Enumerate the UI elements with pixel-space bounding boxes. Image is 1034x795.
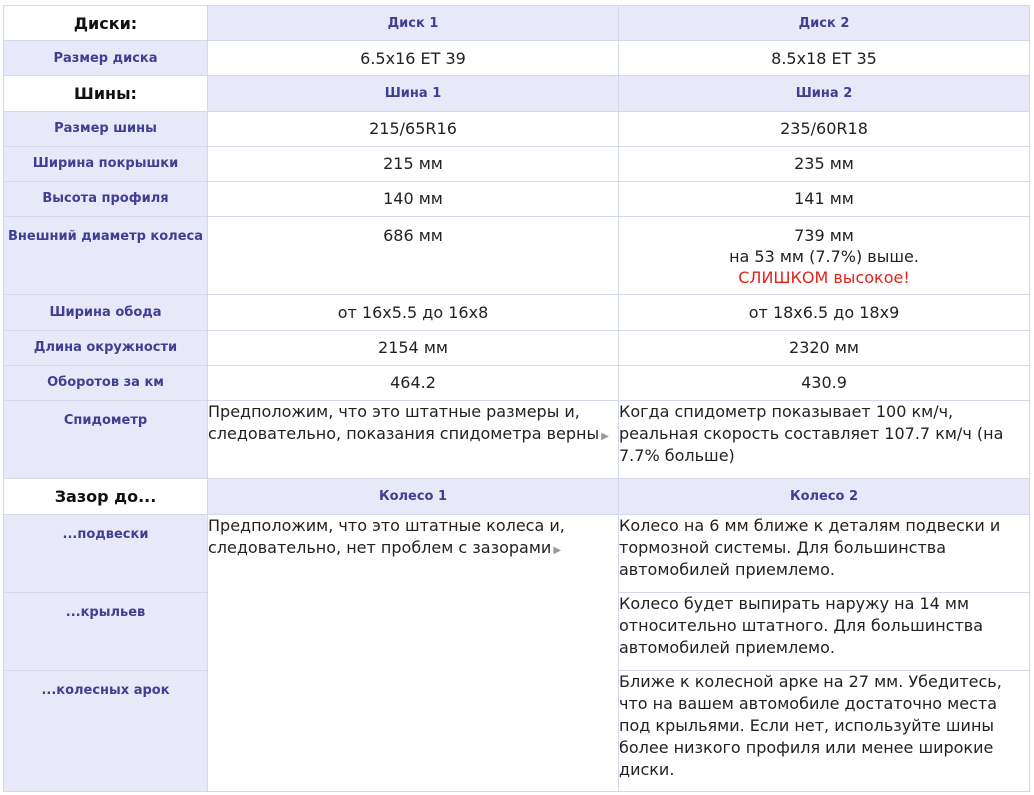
suspension-clearance-row	[4, 514, 1030, 592]
speedometer-row	[4, 400, 1030, 478]
rim-size-label: Размер диска	[4, 41, 208, 76]
revolutions-label: Оборотов за км	[4, 365, 208, 400]
tires-header-row	[4, 76, 1030, 111]
wheel-arch-clearance-label: ...колесных арок	[4, 671, 208, 792]
outer-diameter-label: Внешний диаметр колеса	[4, 217, 208, 295]
tire-size-label: Размер шины	[4, 111, 208, 146]
tire-2-circumference: 2320 мм	[619, 330, 1030, 365]
wheel-1-clearance-cell	[208, 514, 619, 792]
clearance-section-title: Зазор до...	[4, 479, 208, 514]
tire-2-speedometer-text: Когда спидометр показывает 100 км/ч, реальная скорость составляет 107.7 км/ч (на 7.7% больше)	[619, 400, 1030, 478]
speedometer-label: Спидометр	[4, 400, 208, 478]
tire-1-header: Шина 1	[208, 76, 619, 111]
tire-1-outer-diameter: 686 мм	[208, 217, 619, 295]
tire-1-size: 215/65R16	[208, 111, 619, 146]
wheel-2-fender-clearance: Колесо будет выпирать наружу на 14 мм относительно штатного. Для большинства автомобилей приемлемо.	[619, 592, 1030, 670]
tire-1-width: 215 мм	[208, 146, 619, 181]
tire-2-diameter-warning: СЛИШКОМ высокое!	[738, 268, 910, 288]
wheel-1-clearance-text: Предположим, что это штатные колеса и, следовательно, нет проблем с зазорами	[208, 515, 565, 557]
tire-1-rim-width-range: от 16x5.5 до 16x8	[208, 295, 619, 330]
rim-width-range-label: Ширина обода	[4, 295, 208, 330]
profile-height-row	[4, 181, 1030, 216]
tire-size-row	[4, 111, 1030, 146]
wheel-2-wheel-arch-clearance: Ближе к колесной арке на 27 мм. Убедитесь, что на вашем автомобиле достаточно места под крыльями. Если нет, используйте шины более низкого профиля или менее широкие диски.	[619, 671, 1030, 792]
tire-1-revolutions: 464.2	[208, 365, 619, 400]
tire-width-label: Ширина покрышки	[4, 146, 208, 181]
tire-1-speedometer-cell	[208, 400, 619, 478]
tires-section-title: Шины:	[4, 76, 208, 111]
outer-diameter-row	[4, 217, 1030, 295]
tire-1-circumference: 2154 мм	[208, 330, 619, 365]
wheel-1-header: Колесо 1	[208, 479, 619, 514]
tire-2-profile-height: 141 мм	[619, 181, 1030, 216]
circumference-row	[4, 330, 1030, 365]
tire-2-outer-diameter: 739 мм	[794, 226, 854, 246]
rim-1-header: Диск 1	[208, 6, 619, 41]
tire-2-diameter-difference: на 53 мм (7.7%) выше.	[729, 247, 919, 267]
rim-2-header: Диск 2	[619, 6, 1030, 41]
rim-2-size: 8.5x18 ET 35	[619, 41, 1030, 76]
circumference-label: Длина окружности	[4, 330, 208, 365]
tire-1-speedometer-text: Предположим, что это штатные размеры и, следовательно, показания спидометра верны	[208, 401, 600, 443]
wheel-2-suspension-clearance: Колесо на 6 мм ближе к деталям подвески и тормозной системы. Для большинства автомобилей приемлемо.	[619, 514, 1030, 592]
tire-2-header: Шина 2	[619, 76, 1030, 111]
triangle-right-icon[interactable]: ▶	[601, 430, 609, 442]
rims-section-title: Диски:	[4, 6, 208, 41]
wheel-2-header: Колесо 2	[619, 479, 1030, 514]
tire-2-outer-diameter-cell	[619, 217, 1030, 295]
rim-width-range-row	[4, 295, 1030, 330]
profile-height-label: Высота профиля	[4, 181, 208, 216]
fender-clearance-label: ...крыльев	[4, 592, 208, 670]
tire-1-profile-height: 140 мм	[208, 181, 619, 216]
rims-header-row	[4, 6, 1030, 41]
tire-2-size: 235/60R18	[619, 111, 1030, 146]
tire-2-width: 235 мм	[619, 146, 1030, 181]
tire-width-row	[4, 146, 1030, 181]
triangle-right-icon[interactable]: ▶	[553, 544, 562, 556]
suspension-clearance-label: ...подвески	[4, 514, 208, 592]
revolutions-row	[4, 365, 1030, 400]
tire-2-rim-width-range: от 18x6.5 до 18x9	[619, 295, 1030, 330]
tire-2-revolutions: 430.9	[619, 365, 1030, 400]
wheel-comparison-table	[3, 5, 1030, 792]
rim-size-row	[4, 41, 1030, 76]
rim-1-size: 6.5x16 ET 39	[208, 41, 619, 76]
clearance-header-row	[4, 479, 1030, 514]
